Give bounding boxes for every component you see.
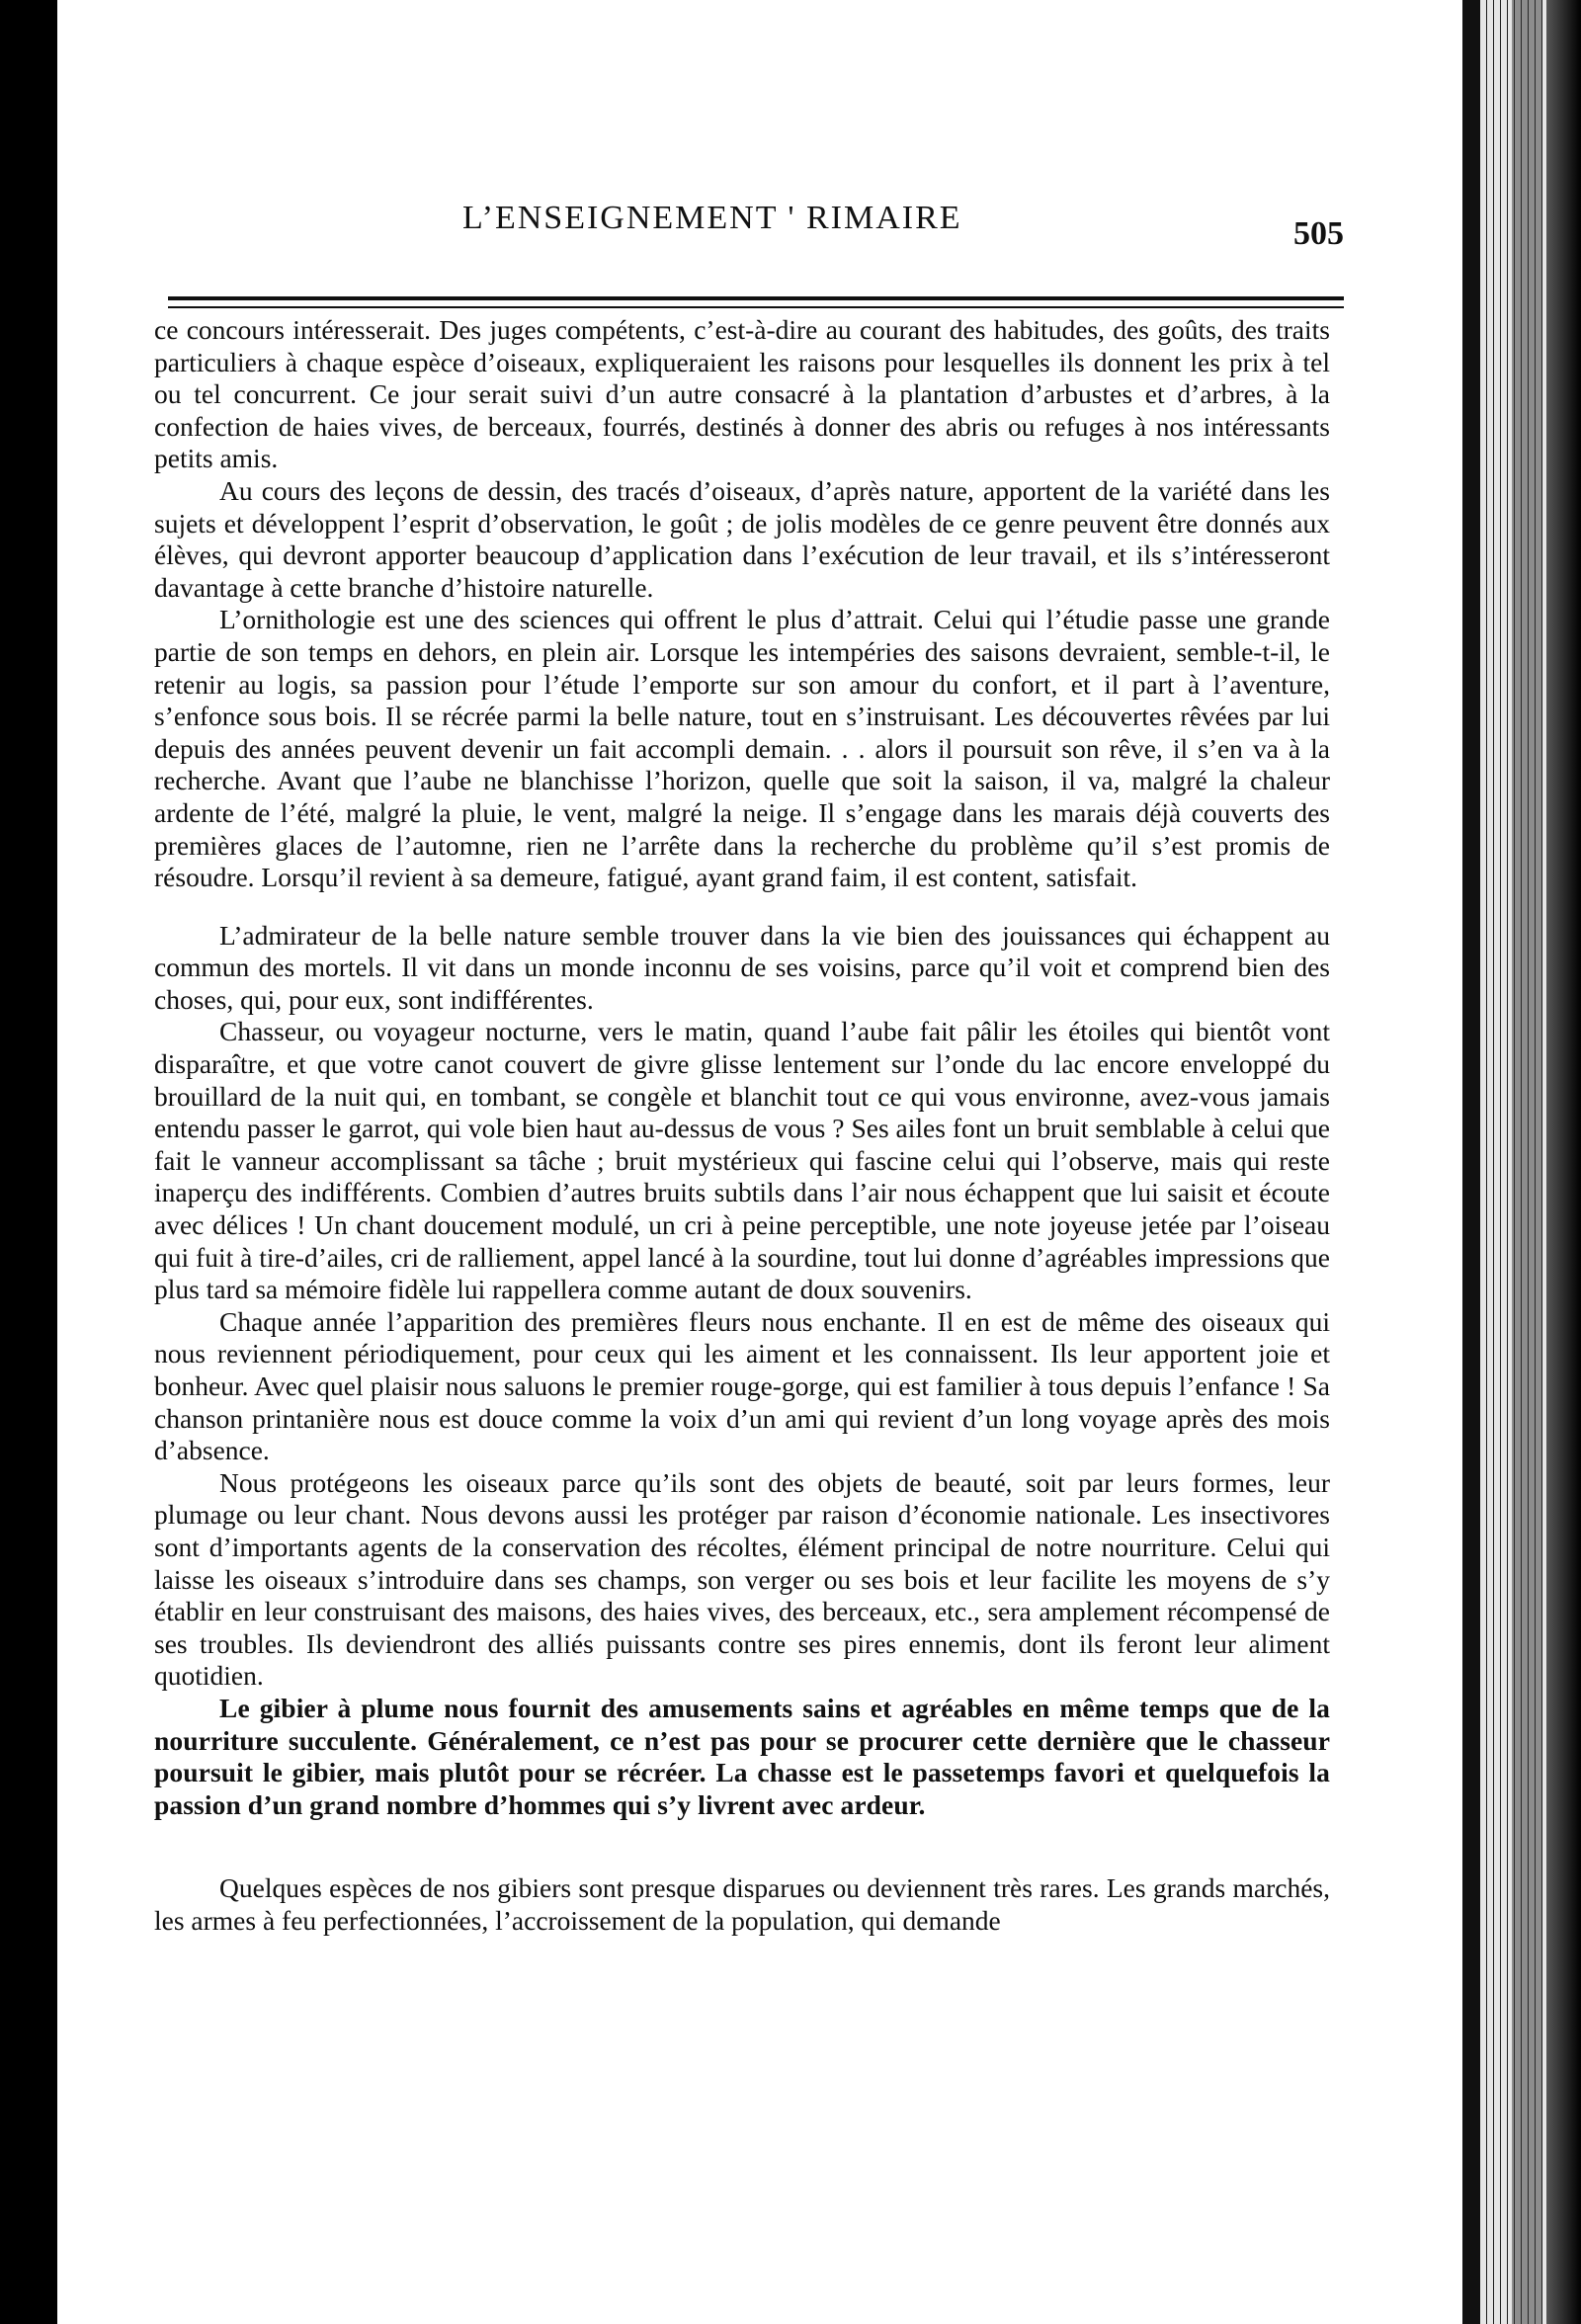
paragraph-8: Le gibier à plume nous fournit des amusements sains et agréables en même temps que de la nourriture succulente. Généralement, ce n’est pas pour se procurer cette dernière que le chasseur poursuit le gibier, mais plutôt pour se récréer. La chasse est le passetemps favori et quelquefois la passion d’un grand nombre d’hommes qui s’y livrent avec ardeur.	[154, 1692, 1330, 1820]
page-number: 505	[1293, 215, 1344, 252]
paragraph-2: Au cours des leçons de dessin, des tracés d’oiseaux, d’après nature, apportent de la variété dans les sujets et développent l’esprit d’observation, le goût ; de jolis modèles de ce genre peuvent être donnés aux élèves, qui devront apporter beaucoup d’application dans l’exécution de leur travail, et ils s’intéresseront davantage à cette branche d’histoire naturelle.	[154, 474, 1330, 603]
paragraph-7: Nous protégeons les oiseaux parce qu’ils sont des objets de beauté, soit par leurs formes, leur plumage ou leur chant. Nous devons aussi les protéger par raison d’économie nationale. Les insectivores sont d’importants agents de la conservation des récoltes, élément principal de notre nourriture. Celui qui laisse les oiseaux s’introduire dans ses champs, son verger ou ses bois et leur facilite les moyens de s’y établir en leur construisant des maisons, des haies vives, des berceaux, etc., sera amplement récompensé de ses troubles. Ils deviendront des alliés puissants contre ses pires ennemis, dont ils feront leur aliment quotidien.	[154, 1466, 1330, 1692]
paragraph-9: Quelques espèces de nos gibiers sont presque disparues ou deviennent très rares. Les grands marchés, les armes à feu perfectionnées, l’accroissement de la population, qui demande	[154, 1872, 1330, 1936]
fold-shadow	[1462, 0, 1480, 2324]
page-header	[168, 194, 1344, 253]
paragraph-1: ce concours intéresserait. Des juges compétents, c’est-à-dire au courant des habitudes, des goûts, des traits particuliers à chaque espèce d’oiseaux, expliqueraient les raisons pour lesquelles ils donnent les prix à tel ou tel concurrent. Ce jour serait suivi d’un autre consacré à la plantation d’arbustes et d’arbres, à la confection de haies vives, de berceaux, fourrés, destinés à donner des abris ou refuges à nos intéressants petits amis.	[154, 314, 1330, 474]
paragraph-6: Chaque année l’apparition des premières fleurs nous enchante. Il en est de même des oiseaux qui nous reviennent périodiquement, pour ceux qui les aiment et les connaissent. Ils leur apportent joie et bonheur. Avec quel plaisir nous saluons le premier rouge-gorge, qui est familier à tous depuis l’enfance ! Sa chanson printanière nous est douce comme la voix d’un ami qui revient d’un long voyage après des mois d’absence.	[154, 1305, 1330, 1466]
header-rule-thin	[168, 306, 1344, 308]
fold-band	[1512, 0, 1541, 2324]
running-title: L’ENSEIGNEMENT ' RIMAIRE	[462, 200, 962, 236]
header-rule-thick	[168, 296, 1344, 300]
paragraph-5: Chasseur, ou voyageur nocturne, vers le matin, quand l’aube fait pâlir les étoiles qui bientôt vont disparaître, et que votre canot couvert de givre glisse lentement sur l’onde du lac encore enveloppé du brouillard de la nuit qui, en tombant, se congèle et blanchit tout ce qui vous environne, avez-vous jamais entendu passer le garrot, qui vole bien haut au-dessus de vous ? Ses ailes font un bruit semblable à celui que fait le vanneur accomplissant sa tâche ; bruit mystérieux qui fascine celui qui l’observe, mais qui reste inaperçu des indifférents. Combien d’autres bruits subtils dans l’air nous échappent que lui saisit et écoute avec délices ! Un chant doucement modulé, un cri à peine perceptible, une note joyeuse jetée par l’oiseau qui fuit à tire-d’ailes, cri de ralliement, appel lancé à la sourdine, tout lui donne d’agréables impressions que plus tard sa mémoire fidèle lui rappellera comme autant de doux souvenirs.	[154, 1016, 1330, 1305]
fold-band-outer	[1546, 0, 1581, 2324]
paragraph-4: L’admirateur de la belle nature semble trouver dans la vie bien des jouissances qui échappent au commun des mortels. Il vit dans un monde inconnu de ses voisins, parce qu’il voit et comprend bien des choses, qui, pour eux, sont indifférentes.	[154, 919, 1330, 1015]
scan-border-left	[0, 0, 57, 2324]
paragraph-3: L’ornithologie est une des sciences qui offrent le plus d’attrait. Celui qui l’étudie passe une grande partie de son temps en dehors, en plein air. Lorsque les intempéries des saisons devraient, semble-t-il, le retenir au logis, sa passion pour l’étude l’emporte sur son amour du confort, et il part à l’aventure, s’enfonce sous bois. Il se récrée parmi la belle nature, tout en s’instruisant. Les découvertes rêvées par lui depuis des années peuvent devenir un fait accompli demain. . . alors il poursuit son rêve, il s’en va à la recherche. Avant que l’aube ne blanchisse l’horizon, quelle que soit la saison, il va, malgré la chaleur ardente de l’été, malgré la pluie, le vent, malgré la neige. Il s’engage dans les marais déjà couverts des premières glaces de l’automne, rien ne l’arrête dans la recherche du problème qu’il s’est promis de résoudre. Lorsqu’il revient à sa demeure, fatigué, ayant grand faim, il est content, satisfait.	[154, 604, 1330, 893]
body-text	[154, 314, 1330, 1938]
